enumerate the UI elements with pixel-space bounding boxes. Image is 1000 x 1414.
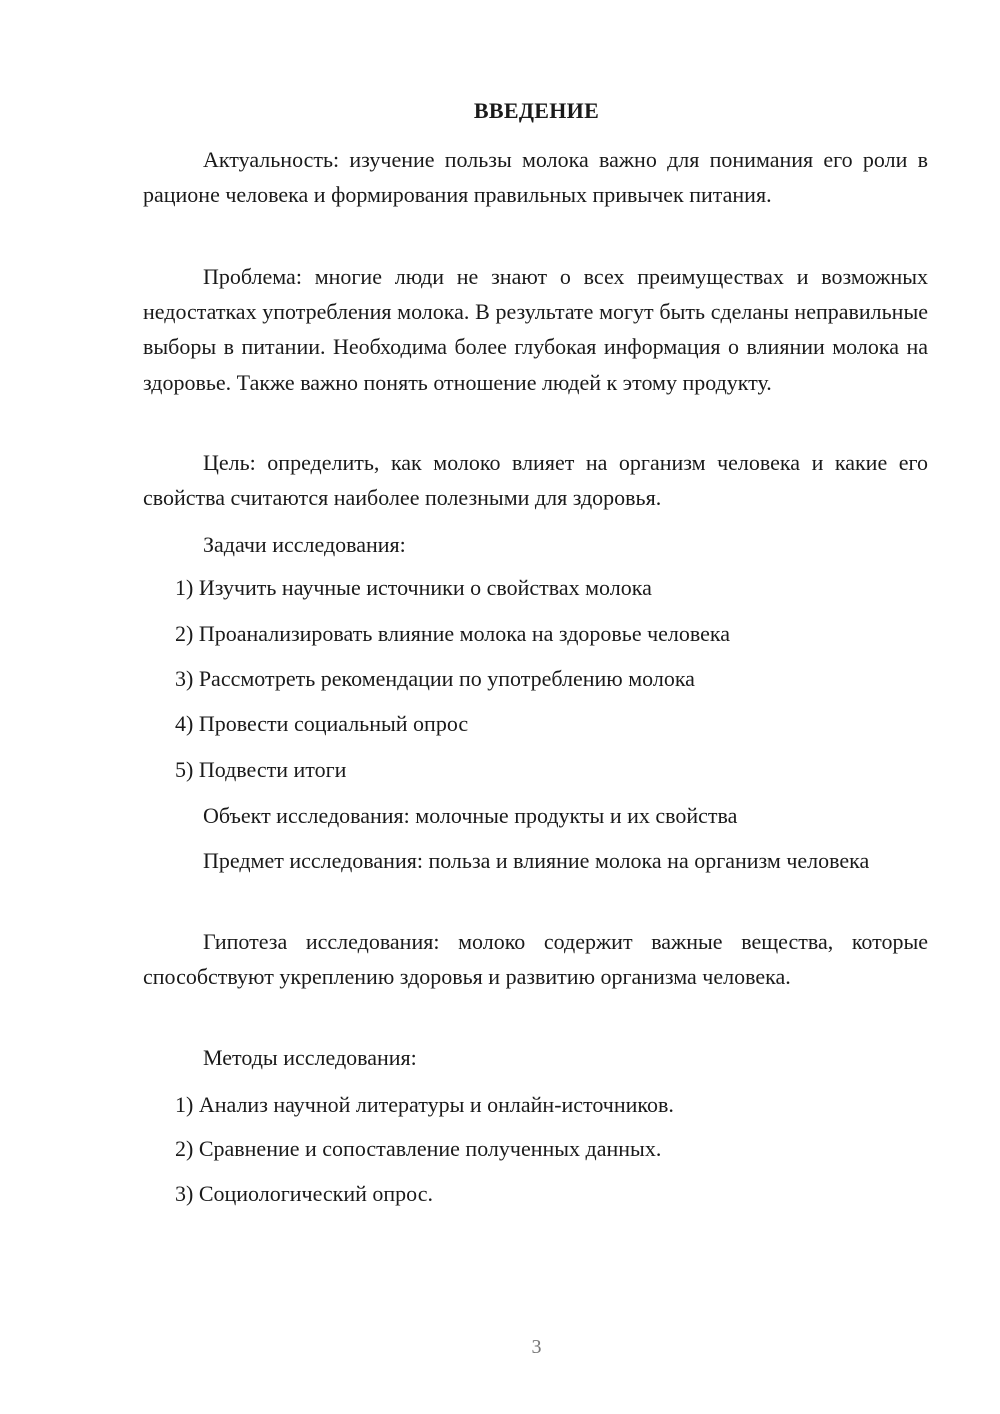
problem-paragraph xyxy=(143,259,928,400)
task-item-text: 4) Провести социальный опрос xyxy=(175,711,469,736)
task-item-text: 3) Рассмотреть рекомендации по употреблению молока xyxy=(175,666,695,691)
page-number: 3 xyxy=(531,1336,542,1358)
method-item-2 xyxy=(143,1131,928,1166)
subject-paragraph xyxy=(143,843,928,878)
tasks-title-text: Задачи исследования: xyxy=(203,532,406,557)
goal-paragraph xyxy=(143,445,928,515)
method-item-3 xyxy=(143,1176,928,1211)
page-heading: ВВЕДЕНИЕ xyxy=(473,98,600,123)
relevance-paragraph xyxy=(143,142,928,212)
method-item-text: 3) Социологический опрос. xyxy=(175,1181,433,1206)
subject-text: Предмет исследования: польза и влияние молока на организм человека xyxy=(203,848,870,873)
object-paragraph xyxy=(143,798,928,833)
task-item-1 xyxy=(143,570,928,605)
method-item-text: 2) Сравнение и сопоставление полученных данных. xyxy=(175,1136,662,1161)
tasks-title xyxy=(143,527,928,562)
task-item-3 xyxy=(143,661,928,696)
relevance-text: Актуальность: изучение пользы молока важно для понимания его роли в рационе человека и формирования правильных привычек питания. xyxy=(143,147,928,208)
goal-text: Цель: определить, как молоко влияет на организм человека и какие его свойства считаются наиболее полезными для здоровья. xyxy=(143,450,928,511)
method-item-1 xyxy=(143,1087,928,1122)
task-item-5 xyxy=(143,752,928,787)
task-item-text: 1) Изучить научные источники о свойствах молока xyxy=(175,575,652,600)
hypothesis-text: Гипотеза исследования: молоко содержит важные вещества, которые способствуют укреплению здоровья и развитию организма человека. xyxy=(143,929,928,990)
task-item-text: 2) Проанализировать влияние молока на здоровье человека xyxy=(175,621,731,646)
methods-title xyxy=(143,1040,928,1075)
object-text: Объект исследования: молочные продукты и их свойства xyxy=(203,803,738,828)
hypothesis-paragraph xyxy=(143,924,928,994)
task-item-2 xyxy=(143,616,928,651)
task-item-text: 5) Подвести итоги xyxy=(175,757,347,782)
method-item-text: 1) Анализ научной литературы и онлайн-источников. xyxy=(175,1092,674,1117)
task-item-4 xyxy=(143,706,928,741)
problem-text: Проблема: многие люди не знают о всех преимуществах и возможных недостатках употребления молока. В результате могут быть сделаны неправильные выборы в питании. Необходима более глубокая информация о влиянии молока на здоровье. Также важно понять отношение людей к этому продукту. xyxy=(143,264,928,395)
methods-title-text: Методы исследования: xyxy=(203,1045,417,1070)
